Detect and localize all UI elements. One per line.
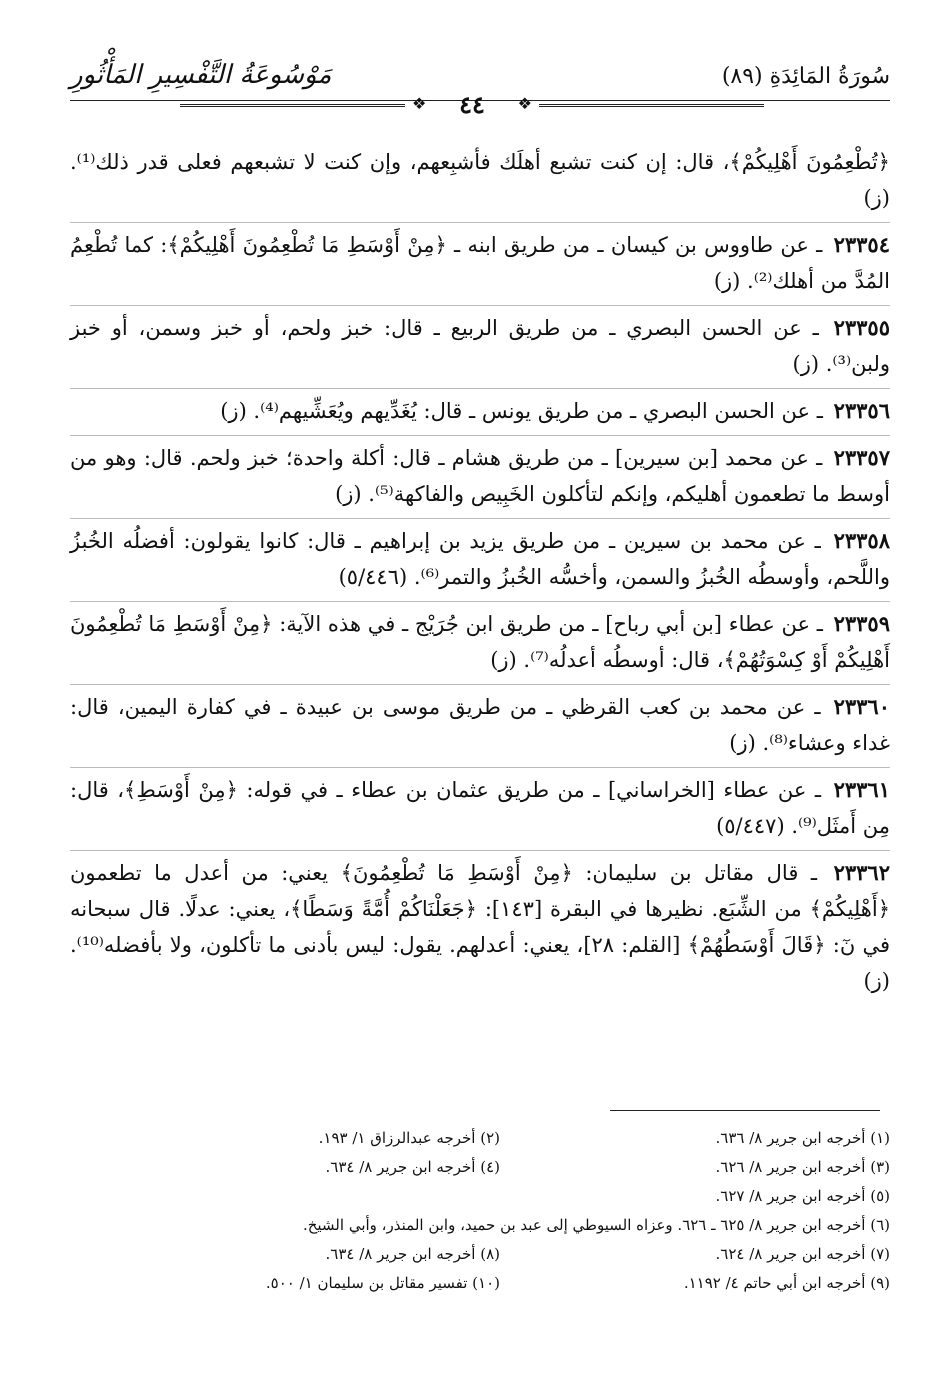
ornament-right-icon: ❖ xyxy=(517,94,532,113)
footnote-rule xyxy=(610,1110,880,1111)
entry-text: ـ عن محمد بن سيرين ـ من طريق يزيد بن إبراهيم ـ قال: كانوا يقولون: أفضلُه الخُبزُ واللَّحم، وأوسطُه الخُبزُ والسمن، وأخسُّه الخُبزُ والتمر⁽⁶⁾. (٥/٤٤٦) xyxy=(70,529,890,589)
entry-number: ٢٣٣٥٩ xyxy=(833,611,890,636)
entry xyxy=(70,519,890,602)
page-number: ٤٤ xyxy=(459,90,485,119)
entry-number: ٢٣٣٥٤ xyxy=(833,232,890,257)
footnote-2: (٢) أخرجه عبدالرزاق ١/ ١٩٣. xyxy=(318,1129,500,1147)
entry-text: ـ عن الحسن البصري ـ من طريق الربيع ـ قال: خبز ولحم، أو خبز وسمن، أو خبز ولبن⁽³⁾. (ز) xyxy=(70,316,890,376)
entry-number: ٢٣٣٥٦ xyxy=(833,398,890,423)
footnote-row xyxy=(110,1124,890,1153)
footnote-4: (٤) أخرجه ابن جرير ٨/ ٦٣٤. xyxy=(325,1158,500,1176)
footnote-3: (٣) أخرجه ابن جرير ٨/ ٦٢٦. xyxy=(715,1158,890,1176)
footnote-row xyxy=(110,1269,890,1298)
footnotes xyxy=(110,1124,890,1298)
entry xyxy=(70,223,890,306)
footnote-10: (١٠) تفسير مقاتل بن سليمان ١/ ٥٠٠. xyxy=(265,1274,500,1292)
entry-text: ـ عن طاووس بن كيسان ـ من طريق ابنه ـ ﴿مِنْ أَوْسَطِ مَا تُطْعِمُونَ أَهْلِيكُمْ﴾: كما تُطْعِمُ المُدَّ من أهلك⁽²⁾. (ز) xyxy=(70,233,890,293)
entry-number: ٢٣٣٥٨ xyxy=(833,528,890,553)
main-text xyxy=(70,140,890,1005)
entry xyxy=(70,436,890,519)
footnote-row xyxy=(110,1182,890,1211)
entry xyxy=(70,851,890,1005)
page-number-band xyxy=(180,90,764,120)
footnote-row xyxy=(110,1211,890,1240)
footnote-5: (٥) أخرجه ابن جرير ٨/ ٦٢٧. xyxy=(715,1187,890,1205)
entry-text: ـ عن عطاء [الخراساني] ـ من طريق عثمان بن عطاء ـ في قوله: ﴿مِنْ أَوْسَطِ﴾، قال: مِن أَمثَل⁽⁹⁾. (٥/٤٤٧) xyxy=(70,778,890,838)
entry xyxy=(70,768,890,851)
entry-text: ـ عن محمد بن كعب القرظي ـ من طريق موسى بن عبيدة ـ في كفارة اليمين، قال: غداء وعشاء⁽⁸⁾. (ز) xyxy=(70,695,890,755)
footnote-row xyxy=(110,1240,890,1269)
entry-text: ـ قال مقاتل بن سليمان: ﴿مِنْ أَوْسَطِ مَا تُطْعِمُونَ﴾ يعني: من أعدل ما تطعمون ﴿أَهْلِيكُمْ﴾ من الشِّبَع. نظيرها في البقرة [١٤٣]: ﴿جَعَلْنَاكُمْ أُمَّةً وَسَطًا﴾، يعني: عدلًا. قال سبحانه في نٓ: ﴿قَالَ أَوْسَطُهُمْ﴾ [القلم: ٢٨]، يعني: أعدلهم. يقول: ليس بأدنى ما تأكلون، ولا بأفضله⁽¹⁰⁾. (ز) xyxy=(70,861,891,993)
entry-number: ٢٣٣٦٢ xyxy=(833,860,890,885)
ornament-left-icon: ❖ xyxy=(412,94,427,113)
entry-number: ٢٣٣٦١ xyxy=(833,777,890,802)
entry-number: ٢٣٣٥٥ xyxy=(833,315,890,340)
entry-number: ٢٣٣٥٧ xyxy=(833,445,890,470)
entry-text: ـ عن عطاء [بن أبي رباح] ـ من طريق ابن جُرَيْج ـ في هذه الآية: ﴿مِنْ أَوْسَطِ مَا تُطْعِمُونَ أَهْلِيكُمْ أَوْ كِسْوَتُهُمْ﴾، قال: أوسطُه أعدلُه⁽⁷⁾. (ز) xyxy=(70,612,890,672)
entry-continued xyxy=(70,140,890,223)
entry-text: ﴿تُطْعِمُونَ أَهْلِيكُمْ﴾، قال: إن كنت تشبع أهلَك فأشبِعهم، وإن كنت لا تشبعهم فعلى قدر ذلك⁽¹⁾. (ز) xyxy=(70,150,890,210)
entry xyxy=(70,389,890,436)
footnote-6: (٦) أخرجه ابن جرير ٨/ ٦٢٥ ـ ٦٢٦. وعزاه السيوطي إلى عبد بن حميد، وابن المنذر، وأبي الشيخ. xyxy=(302,1216,890,1234)
entry-text: ـ عن الحسن البصري ـ من طريق يونس ـ قال: يُغَدِّيهم ويُعَشِّيهم⁽⁴⁾. (ز) xyxy=(220,399,823,423)
entry-text: ـ عن محمد [بن سيرين] ـ من طريق هشام ـ قال: أكلة واحدة؛ خبز ولحم. قال: وهو من أوسط ما تطعمون أهليكم، وإنكم لتأكلون الخَبِيص والفاكهة⁽⁵⁾. (ز) xyxy=(70,446,890,506)
footnote-1: (١) أخرجه ابن جرير ٨/ ٦٣٦. xyxy=(715,1129,890,1147)
entry xyxy=(70,306,890,389)
footnote-7: (٧) أخرجه ابن جرير ٨/ ٦٢٤. xyxy=(715,1245,890,1263)
entry-number: ٢٣٣٦٠ xyxy=(833,694,890,719)
footnote-8: (٨) أخرجه ابن جرير ٨/ ٦٣٤. xyxy=(325,1245,500,1263)
entry xyxy=(70,602,890,685)
book-title: مَوْسُوعَةُ التَّفْسِيرِ المَأْثُورِ xyxy=(70,60,332,90)
divider-right xyxy=(539,104,764,107)
footnote-9: (٩) أخرجه ابن أبي حاتم ٤/ ١١٩٢. xyxy=(683,1274,890,1292)
footnote-row xyxy=(110,1153,890,1182)
entry xyxy=(70,685,890,768)
surah-title: سُورَةُ المَائِدَةِ (٨٩) xyxy=(721,64,890,89)
